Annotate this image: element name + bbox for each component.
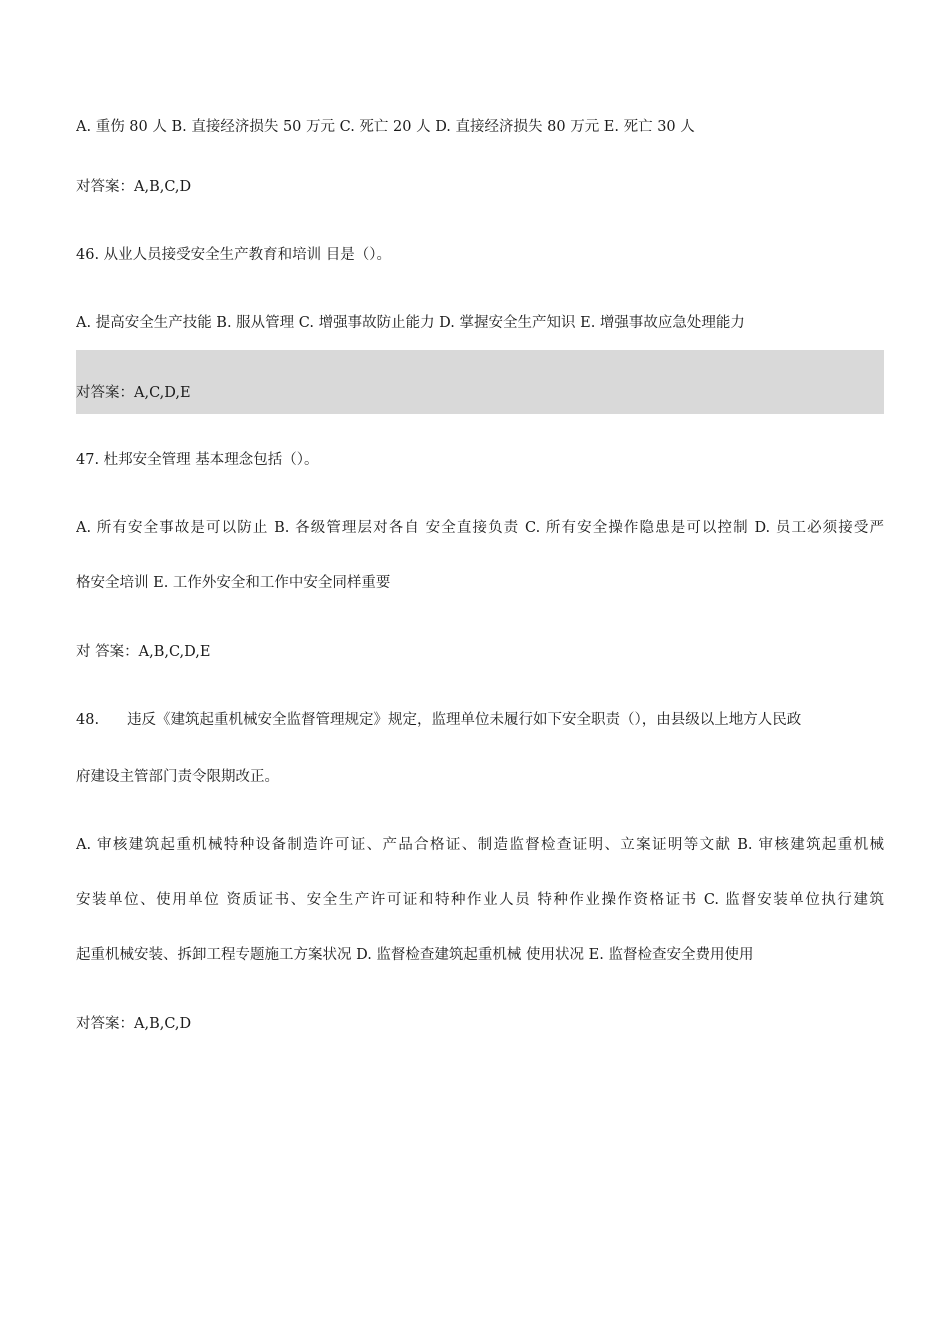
q48-options-line-3: 起重机械安装、拆卸工程专题施工方案状况 D. 监督检查建筑起重机械 使用状况 E. 监督检查安全费用使用 (76, 947, 754, 963)
q47-options-line-1: A. 所有安全事故是可以防止 B. 各级管理层对各自 安全直接负责 C. 所有安全操作隐患是可以控制 D. 员工必须接受严 (76, 520, 884, 536)
q48-question-line-2: 府建设主管部门责令限期改正。 (76, 769, 279, 785)
q46-answer: 对答案：A,C,D,E (76, 385, 191, 401)
q48-question-text: 违反《建筑起重机械安全监督管理规定》规定，监理单位未履行如下安全职责（），由县级以上地方人民政 (127, 712, 802, 728)
q45-options: A. 重伤 80 人 B. 直接经济损失 50 万元 C. 死亡 20 人 D. 直接经济损失 80 万元 E. 死亡 30 人 (76, 119, 695, 135)
q48-options-line-2: 安装单位、使用单位 资质证书、安全生产许可证和特种作业人员 特种作业操作资格证书 C. 监督安装单位执行建筑 (76, 892, 884, 908)
q47-options-line-2: 格安全培训 E. 工作外安全和工作中安全同样重要 (76, 575, 391, 591)
q46-question: 46. 从业人员接受安全生产教育和培训 目是（）。 (76, 247, 392, 263)
q45-answer: 对答案：A,B,C,D (76, 179, 192, 195)
q47-question: 47. 杜邦安全管理 基本理念包括（）。 (76, 452, 319, 468)
q48-answer: 对答案：A,B,C,D (76, 1016, 192, 1032)
q48-options-line-1: A. 审核建筑起重机械特种设备制造许可证、产品合格证、制造监督检查证明、立案证明等文献 B. 审核建筑起重机械 (76, 837, 884, 853)
answer-highlight (76, 350, 884, 414)
q47-answer: 对 答案：A,B,C,D,E (76, 644, 211, 660)
q46-options: A. 提高安全生产技能 B. 服从管理 C. 增强事故防止能力 D. 掌握安全生产知识 E. 增强事故应急处理能力 (76, 315, 745, 331)
q48-question-line-1 (76, 710, 884, 730)
q48-number: 48. (76, 712, 100, 728)
